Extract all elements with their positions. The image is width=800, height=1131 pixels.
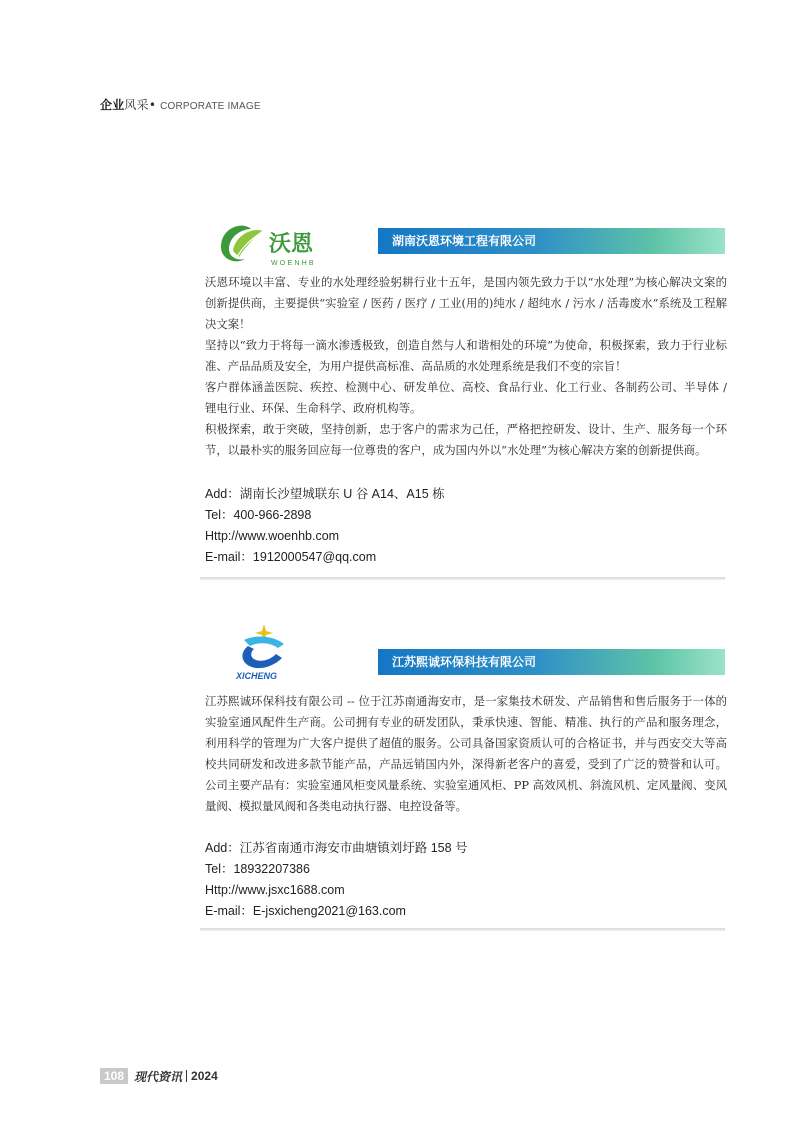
section-title-en: CORPORATE IMAGE — [160, 101, 261, 112]
footer-year: 2024 — [191, 1069, 218, 1083]
description-paragraph: 沃恩环境以丰富、专业的水处理经验躬耕行业十五年，是国内领先致力于以“水处理”为核心解决文案的创新提供商，主要提供“实验室 / 医药 / 医疗 / 工业(用的)纯水 / 超纯水 / 污水 / 活毒废水”系统及工程解决文案！ — [205, 275, 727, 331]
contact-address: Add：湖南长沙望城联东 U 谷 A14、A15 栋 — [205, 487, 445, 501]
leaf-logo-icon — [215, 213, 335, 271]
company-description — [205, 272, 727, 461]
section-header — [100, 96, 261, 113]
company-description — [205, 691, 727, 817]
description-paragraph: 积极探索，敢于突破，坚持创新，忠于客户的需求为己任，严格把控研发、设计、生产、服务每一个环节，以最朴实的服务回应每一位尊贵的客户，成为国内外以“水处理”为核心解决方案的创新提供商。 — [205, 422, 727, 457]
contact-email: E-mail：1912000547@qq.com — [205, 550, 377, 564]
woen-logo-cn: 沃恩 — [269, 232, 314, 257]
section-title-cn: 企业 — [100, 98, 125, 112]
contact-address: Add：江苏省南通市海安市曲塘镇刘圩路 158 号 — [205, 841, 468, 855]
contact-tel: Tel：400-966-2898 — [205, 508, 312, 522]
contact-block — [205, 838, 468, 922]
page-number: 108 — [100, 1068, 128, 1084]
section-divider — [200, 577, 725, 580]
description-paragraph: 江苏熙诚环保科技有限公司 -- 位于江苏南通海安市，是一家集技术研发、产品销售和售后服务于一体的实验室通风配件生产商。公司拥有专业的研发团队，秉承快速、智能、精准、执行的产品和服务理念，利用科学的管理为广大客户提供了超值的服务。公司具备国家资质认可的合格证书，并与西安交大等高校共同研发和改进多款节能产品，产品远销国内外，深得新老客户的喜爱，受到了广泛的赞誉和认可。公司主要产品有：实验室通风柜变风量系统、实验室通风柜、PP 高效风机、斜流风机、定风量阀、变风量阀、模拟量风阀和各类电动执行器、电控设备等。 — [205, 694, 727, 813]
header-separator: • — [148, 98, 157, 112]
contact-block — [205, 484, 445, 568]
contact-email: E-mail：E-jsxicheng2021@163.com — [205, 904, 406, 918]
xicheng-logo-icon — [230, 622, 310, 682]
company-name-bar: 湖南沃恩环境工程有限公司 — [378, 228, 725, 254]
company-name-bar: 江苏熙诚环保科技有限公司 — [378, 649, 725, 675]
xicheng-logo — [230, 622, 310, 682]
description-paragraph: 坚持以“致力于将每一滴水渗透极致，创造自然与人和谐相处的环境”为使命，积极探索，致力于行业标准、产品品质及安全，为用户提供高标准、高品质的水处理系统是我们不变的宗旨！ — [205, 338, 727, 373]
woen-logo-en: WOENHB — [271, 260, 316, 267]
woen-logo — [215, 213, 335, 271]
magazine-title: 现代资讯 — [134, 1069, 183, 1084]
page-footer — [100, 1068, 218, 1084]
section-title-cn-2: 风采 — [124, 98, 149, 112]
footer-divider — [186, 1070, 187, 1082]
section-divider — [200, 928, 725, 931]
contact-website: Http://www.woenhb.com — [205, 529, 340, 543]
contact-tel: Tel：18932207386 — [205, 862, 310, 876]
description-paragraph: 客户群体涵盖医院、疾控、检测中心、研发单位、高校、食品行业、化工行业、各制药公司、半导体 / 锂电行业、环保、生命科学、政府机构等。 — [205, 380, 727, 415]
contact-website: Http://www.jsxc1688.com — [205, 883, 345, 897]
xicheng-logo-en: XICHENG — [236, 671, 278, 681]
